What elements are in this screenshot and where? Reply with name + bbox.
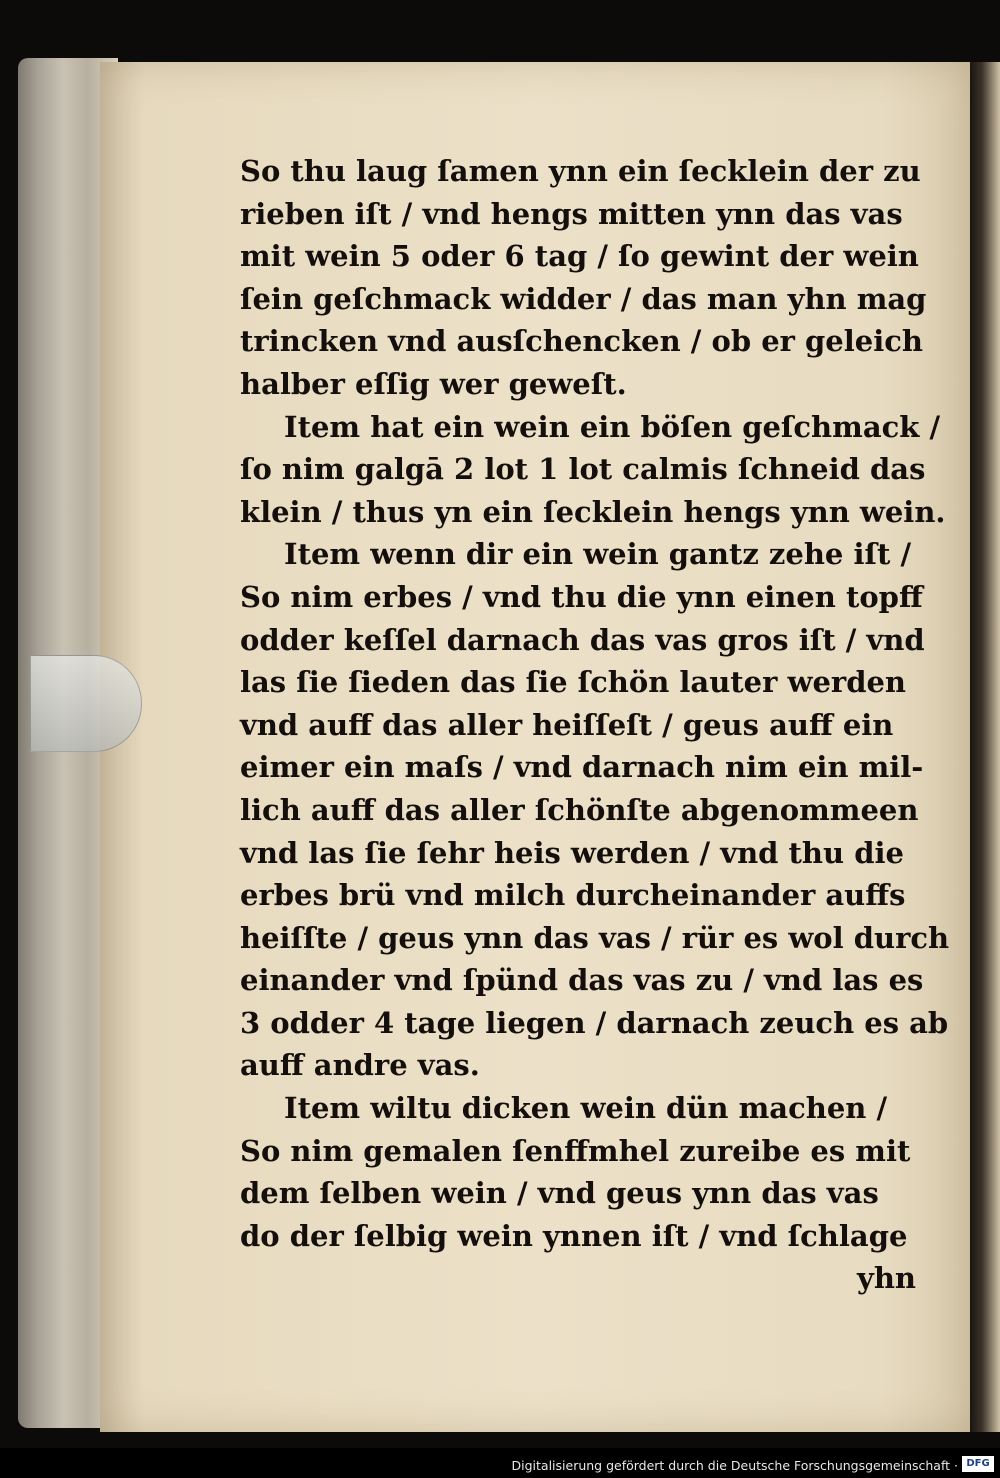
text-line: So nim gemalen ſenffmhel zureibe es mit (240, 1133, 911, 1168)
text-line: odder keſſel darnach das vas gros iſt / vnd (240, 622, 925, 657)
page-clip (30, 655, 142, 752)
text-line: lich auff das aller ſchönſte abgenommeen (240, 792, 919, 827)
text-line: do der ſelbig wein ynnen iſt / vnd ſchlage (240, 1218, 908, 1253)
text-line: dem ſelben wein / vnd geus ynn das vas (240, 1176, 879, 1211)
text-line: einander vnd ſpünd das vas zu / vnd las es (240, 963, 924, 998)
text-line: So nim erbes / vnd thu die ynn einen topff (240, 579, 923, 614)
book-gutter (970, 62, 1000, 1432)
text-line: mit wein 5 oder 6 tag / ſo gewint der wein (240, 239, 919, 274)
text-line: erbes brü vnd milch durcheinander auffs (240, 878, 906, 913)
paragraph-start-line: Item wenn dir ein wein gantz zehe iſt / (284, 537, 912, 572)
text-line: klein / thus yn ein ſecklein hengs ynn wein. (240, 494, 946, 529)
text-line: halber eſſig wer geweſt. (240, 366, 627, 401)
text-line: ſo nim galgā 2 lot 1 lot calmis ſchneid das (240, 452, 926, 487)
text-line: vnd auff das aller heiſſeſt / geus auff ein (240, 707, 894, 742)
footer-credit: Digitalisierung gefördert durch die Deutsche Forschungsgemeinschaft · (511, 1458, 958, 1473)
text-line: trincken vnd ausſchencken / ob er geleich (240, 324, 923, 359)
paragraph-start-line: Item hat ein wein ein böſen geſchmack / (284, 409, 941, 444)
dfg-logo: DFG (962, 1456, 994, 1472)
catchword: yhn (856, 1261, 916, 1296)
text-line: las ſie ſieden das ſie ſchön lauter werden (240, 665, 907, 700)
text-line: vnd las ſie ſehr heis werden / vnd thu die (240, 835, 904, 870)
text-line: So thu laug ſamen ynn ein ſecklein der zu (240, 154, 921, 188)
text-line: heiſſte / geus ynn das vas / rür es wol durch (240, 920, 950, 955)
text-line: 3 odder 4 tage liegen / darnach zeuch es ab (240, 1005, 949, 1040)
text-line: rieben iſt / vnd hengs mitten ynn das vas (240, 196, 903, 231)
body-text (240, 150, 950, 1300)
text-line: ſein geſchmack widder / das man yhn mag (240, 281, 927, 316)
paragraph-start-line: Item wiltu dicken wein dün machen / (284, 1091, 888, 1126)
text-line: auff andre vas. (240, 1048, 480, 1083)
text-line: eimer ein maſs / vnd darnach nim ein mil- (240, 750, 924, 785)
